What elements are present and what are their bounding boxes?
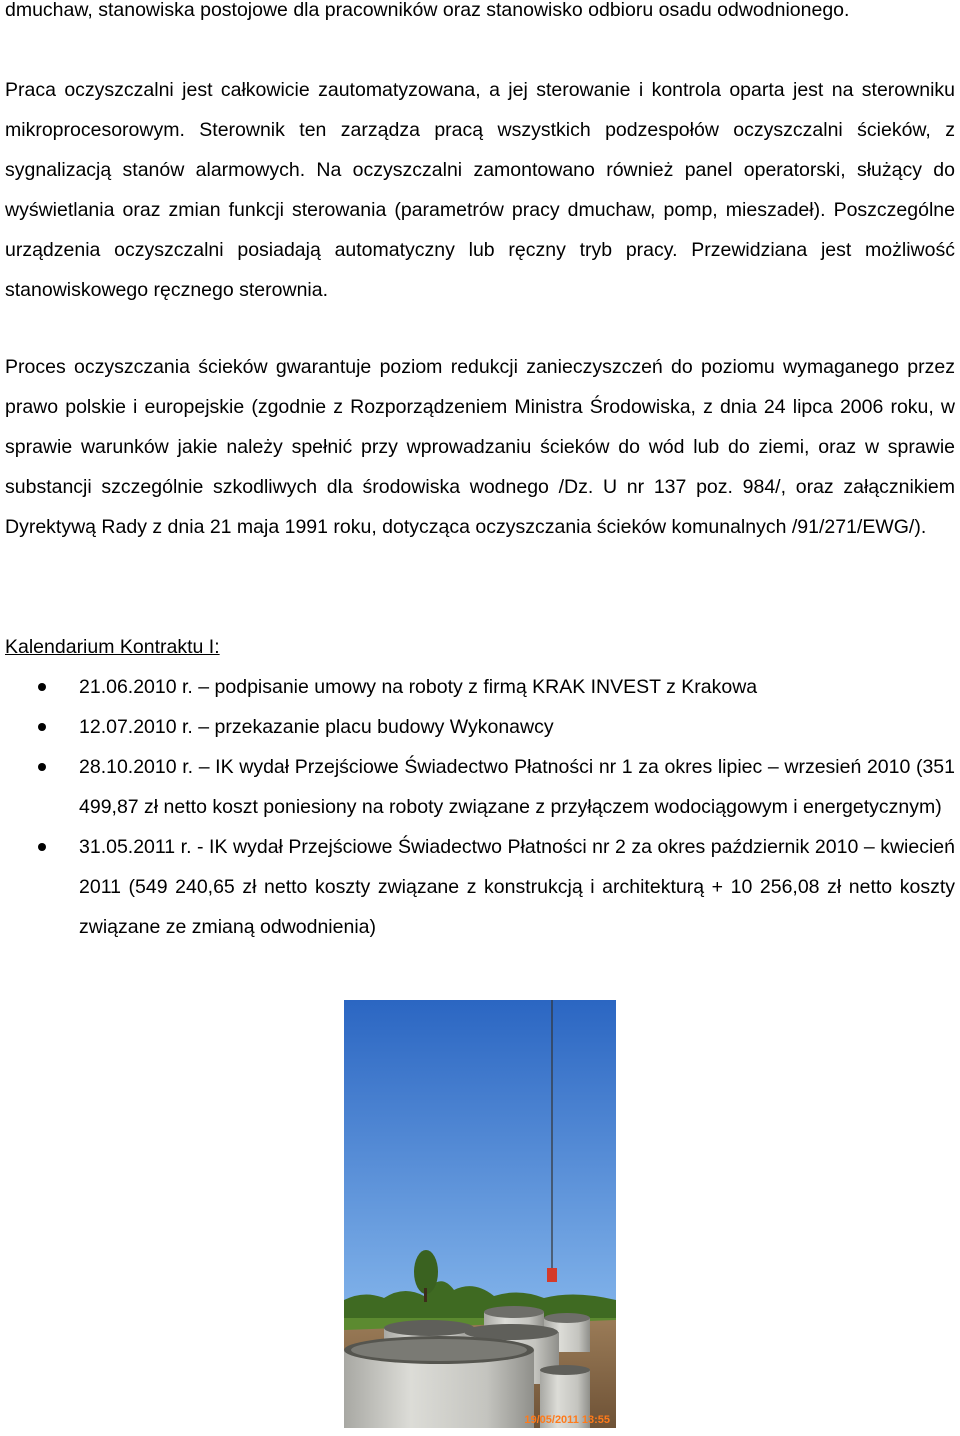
bullet-icon bbox=[38, 763, 46, 771]
calendar-heading: Kalendarium Kontraktu I: bbox=[5, 636, 220, 658]
sky bbox=[344, 1000, 616, 1330]
construction-site-photo bbox=[344, 1000, 616, 1428]
bullet-icon bbox=[38, 683, 46, 691]
photo-timestamp: 19/05/2011 13:55 bbox=[524, 1414, 610, 1426]
calendar-item bbox=[0, 827, 955, 947]
calendar-list bbox=[0, 667, 960, 947]
calendar-item-text: 28.10.2010 r. – IK wydał Przejściowe Świadectwo Płatności nr 1 za okres lipiec – wrzesień 2010 (351 499,87 zł netto koszt poniesiony na roboty związane z przyłączem wodociągowym i energetycznym) bbox=[79, 756, 955, 818]
bullet-icon bbox=[38, 843, 46, 851]
calendar-item bbox=[0, 667, 955, 707]
calendar-item-text: 21.06.2010 r. – podpisanie umowy na roboty z firmą KRAK INVEST z Krakowa bbox=[79, 676, 758, 698]
calendar-item bbox=[0, 747, 955, 827]
bullet-icon bbox=[38, 723, 46, 731]
paragraph-treatment-standards: Proces oczyszczania ścieków gwarantuje poziom redukcji zanieczyszczeń do poziomu wymaganego przez prawo polskie i europejskie (zgodnie z Rozporządzeniem Ministra Środowiska, z dnia 24 lipca 2006 roku, w sprawie warunków jakie należy spełnić przy wprowadzaniu ścieków do wód lub do ziemi, oraz w sprawie substancji szczególnie szkodliwych dla środowiska wodnego /Dz. U nr 137 poz. 984/, oraz załącznikiem Dyrektywą Rady z dnia 21 maja 1991 roku, dotycząca oczyszczania ścieków komunalnych /91/271/EWG/). bbox=[5, 356, 955, 538]
crane-hook bbox=[547, 1268, 557, 1282]
paragraph-intro-continuation: dmuchaw, stanowiska postojowe dla pracowników oraz stanowisko odbioru osadu odwodnionego. bbox=[5, 0, 850, 21]
calendar-item-text: 31.05.2011 r. - IK wydał Przejściowe Świadectwo Płatności nr 2 za okres październik 2010 – kwiecień 2011 (549 240,65 zł netto koszty związane z konstrukcją i architekturą + 10 256,08 zł netto koszty związane ze zmianą odwodnienia) bbox=[79, 836, 955, 938]
calendar-item bbox=[0, 707, 955, 747]
calendar-item-text: 12.07.2010 r. – przekazanie placu budowy Wykonawcy bbox=[79, 716, 554, 738]
paragraph-automation: Praca oczyszczalni jest całkowicie zautomatyzowana, a jej sterowanie i kontrola oparta jest na sterowniku mikroprocesorowym. Sterownik ten zarządza pracą wszystkich podzespołów oczyszczalni ścieków, z sygnalizacją stanów alarmowych. Na oczyszczalni zamontowano również panel operatorski, służący do wyświetlania oraz zmian funkcji sterowania (parametrów pracy dmuchaw, pomp, mieszadeł). Poszczególne urządzenia oczyszczalni posiadają automatyczny lub ręczny tryb pracy. Przewidziana jest możliwość stanowiskowego ręcznego sterownia. bbox=[5, 79, 955, 301]
